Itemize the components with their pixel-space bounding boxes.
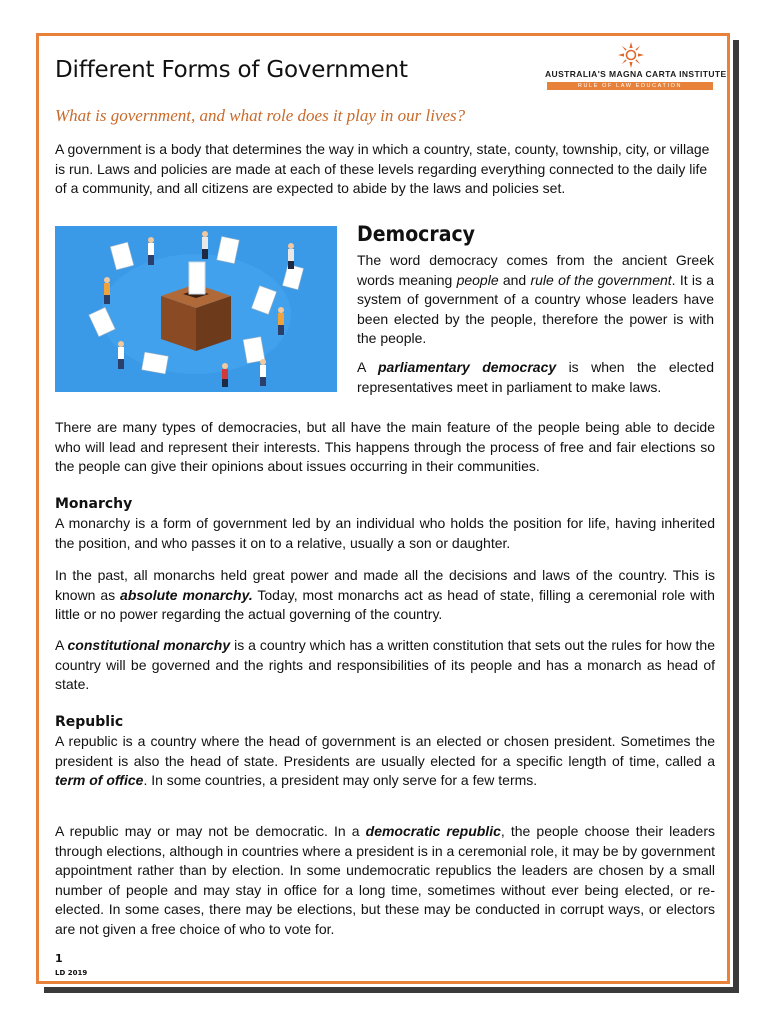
logo-tagline: RULE OF LAW EDUCATION — [547, 82, 713, 90]
intro-paragraph: A government is a body that determines the way in which a country, state, county, township, city, or village is run. Laws and policies are made at each of these levels regarding everything connected to the daily life of a community, and all citizens are expected to abide by the laws and policies set. — [55, 141, 710, 197]
page-shadow-right — [733, 40, 739, 992]
text-run: is when the elected representatives meet in parliament to make laws. — [357, 359, 714, 395]
page-number: 1 — [55, 952, 63, 965]
democracy-heading: Democracy — [357, 222, 475, 246]
republic-paragraph-2 — [55, 822, 715, 940]
text-run: In the past, all monarchs held great power and made all the decisions and laws of the country. This is known as — [55, 567, 715, 603]
text-run: , the people choose their leaders through elections, although in countries where a president is in a ceremonial role, it may be by government appointment rather than by election. In some undemocratic republics the leaders are chosen by a small number of people and may stay in office for a long time, sometimes without ever being elected, or re-elected. In some cases, there may be elections, but these may be conducted in corrupt ways, or electors are not given a free choice of who to vote for. — [55, 823, 715, 937]
monarchy-paragraph-1: A monarchy is a form of government led by an individual who holds the position for life, having inherited the position, and who passes it on to a relative, usually a son or daughter. — [55, 515, 715, 551]
term-term-of-office: term of office — [55, 772, 144, 789]
ballot-box-voting-illustration — [55, 226, 337, 392]
document-code: LD 2019 — [55, 969, 88, 977]
text-run: Today, most monarchs act as head of state, filling a ceremonial role with little or no power regarding the actual governing of the country. — [55, 586, 715, 623]
republic-paragraph-1 — [55, 732, 715, 791]
institute-logo — [545, 42, 727, 92]
page-shadow-bottom — [44, 987, 739, 993]
text-run: A republic may or may not be democratic. In a — [55, 823, 366, 839]
monarchy-paragraph-2 — [55, 566, 715, 625]
page-title: Different Forms of Government — [55, 57, 408, 83]
term-constitutional-monarchy: constitutional monarchy — [67, 637, 231, 653]
democracy-paragraph-1 — [357, 251, 714, 349]
text-run: and — [498, 271, 531, 288]
republic-heading: Republic — [55, 714, 124, 730]
democracy-paragraph-3: There are many types of democracies, but all have the main feature of the people being able to decide who will lead and represent their interests. This happens through the process of free and fair elections so the people can give their opinions about issues occurring in their communities. — [55, 419, 715, 475]
monarchy-heading: Monarchy — [55, 496, 133, 512]
emphasis-people: people — [456, 271, 499, 288]
text-run: A — [55, 637, 68, 653]
emphasis-rule: rule of the government — [530, 271, 672, 288]
text-run: is a country which has a written constitution that sets out the rules for how the country will be governed and the rights and responsibilities of its people and has a monarch as head of state. — [55, 637, 715, 693]
democracy-paragraph-2 — [357, 358, 714, 397]
text-run: A — [357, 359, 378, 375]
monarchy-paragraph-3 — [55, 636, 715, 695]
page-subtitle: What is government, and what role does it play in our lives? — [55, 106, 466, 125]
term-democratic-republic: democratic republic — [365, 823, 501, 839]
text-run: . It is a system of government of a country whose leaders have been elected by the people, therefore the power is with the people. — [357, 271, 715, 347]
text-run: The word democracy comes from the ancient Greek words meaning — [357, 252, 714, 288]
text-run: A republic is a country where the head of government is an elected or chosen president. Sometimes the president is also the head of state. Presidents are usually elected for a specific length of time, called a — [55, 733, 715, 769]
term-absolute-monarchy: absolute monarchy. — [120, 586, 253, 603]
text-run: . In some countries, a president may only serve for a few terms. — [143, 772, 538, 789]
term-parliamentary-democracy: parliamentary democracy — [377, 359, 557, 375]
star-logo-icon — [618, 42, 644, 68]
logo-name: AUSTRALIA'S MAGNA CARTA INSTITUTE — [545, 69, 727, 79]
